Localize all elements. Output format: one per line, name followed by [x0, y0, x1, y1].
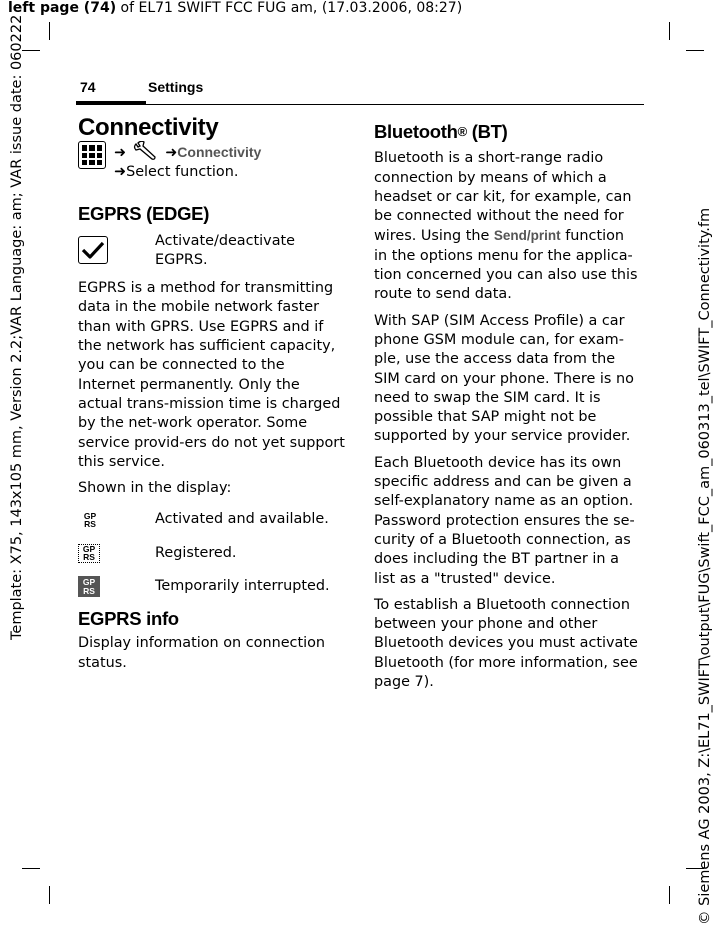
bluetooth-intro: Bluetooth is a short-range radio connection by means of which a headset or car kit, for example, can be connected without the need for wires. Using the Send/print function in the options menu for the applica-tion concerned you can also use this route to send data. [374, 150, 638, 303]
select-function-text: Select function. [126, 164, 239, 181]
bluetooth-sap: With SAP (SIM Access Profile) a car phone GSM module can, for exam-ple, use the access data from the SIM card on your phone. There is no need to swap the SIM card. It is possible that SAP might not be supported by your service provider. [374, 312, 634, 445]
egprs-info-heading: EGPRS info [78, 608, 179, 630]
crop-mark [49, 22, 50, 40]
wrench-icon [131, 141, 161, 161]
crop-mark [49, 886, 50, 904]
right-column [374, 122, 640, 699]
egprs-heading: EGPRS (EDGE) [78, 203, 210, 225]
egprs-state-row [78, 576, 346, 597]
egprs-toggle-row [78, 232, 346, 271]
print-header [8, 0, 462, 16]
send-print-keyword: Send/print [493, 228, 561, 244]
arrow-icon: ➜ [114, 145, 127, 162]
header-thick-rule [76, 101, 146, 105]
section-title: Settings [148, 79, 204, 95]
header-file-info: of EL71 SWIFT FCC FUG am, (17.03.2006, 08:27) [116, 0, 463, 16]
egprs-info-text: Display information on connection status. [78, 635, 326, 671]
shown-in-display: Shown in the display: [78, 480, 232, 497]
egprs-state-row [78, 544, 346, 563]
checkmark-icon [81, 240, 105, 260]
bluetooth-establish: To establish a Bluetooth connection between your phone and other Bluetooth devices you must activate Bluetooth (for more information, see page 7). [374, 596, 638, 691]
menu-grid-icon [78, 141, 106, 169]
arrow-icon: ➜ [114, 164, 127, 181]
crop-mark [669, 886, 670, 904]
menu-connectivity: Connectivity [177, 144, 262, 161]
header-page-ref: left page (74) [8, 0, 117, 16]
crop-mark [669, 22, 670, 40]
egprs-description: EGPRS is a method for transmitting data in the mobile network faster than with GPRS. Use EGPRS and if the network has sufficient capacity, you can be connected to the Internet permanently. Only the actual trans-mission time is charged by the net-work operator. Some service provid-ers do not yet support this service. [78, 280, 345, 470]
checkbox-icon [78, 236, 108, 264]
template-info-vertical: Template: X75, 143x105 mm, Version 2.2;VAR Language: am; VAR issue date: 060222 [9, 14, 25, 640]
gprs-interrupted-icon: GP RS [78, 576, 100, 597]
bluetooth-address: Each Bluetooth device has its own specific address and can be given a self-explanatory name as an option. Password protection ensures the se-curity of a Bluetooth connection, as does including the BT partner in a list as a "trusted" device. [374, 454, 635, 587]
menu-path [78, 141, 346, 182]
page-number: 74 [80, 79, 96, 95]
crop-mark [22, 868, 40, 869]
bluetooth-heading: Bluetooth® (BT) [374, 121, 508, 142]
egprs-state-row [78, 510, 346, 529]
gprs-available-icon: GP RS [83, 510, 97, 530]
gprs-registered-icon: GP RS [78, 544, 100, 563]
copyright-vertical: © Siemens AG 2003, Z:\EL71_SWIFT\output\FUG\Swift_FCC_am_060313_tel\SWIFT_Connectivity.fm [697, 207, 713, 925]
egprs-state-text: Temporarily interrupted. [155, 577, 330, 594]
page-title: Connectivity [78, 114, 219, 141]
egprs-state-text: Activated and available. [155, 511, 329, 528]
header-rule [146, 104, 644, 105]
left-column [78, 114, 346, 680]
egprs-toggle-text: Activate/deactivate EGPRS. [155, 232, 296, 268]
arrow-icon: ➜ [165, 145, 178, 162]
crop-mark [686, 50, 704, 51]
egprs-state-text: Registered. [155, 544, 237, 561]
